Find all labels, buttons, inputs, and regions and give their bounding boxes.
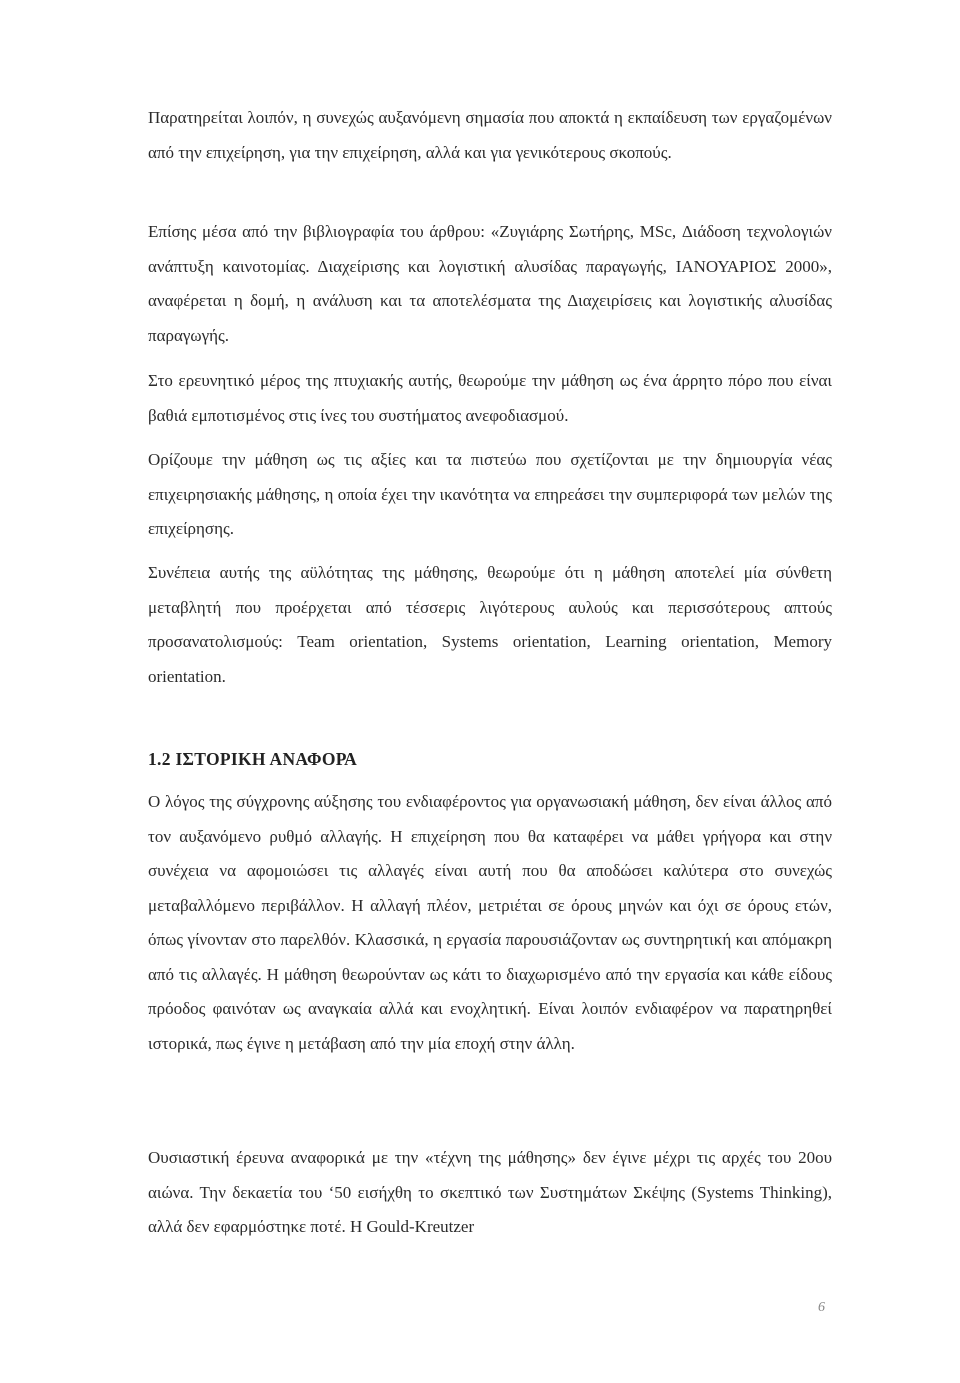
paragraph-bibliography: Επίσης μέσα από την βιβλιογραφία του άρθρου: «Ζυγιάρης Σωτήρης, MSc, Διάδοση τεχνολογιών ανάπτυξη καινοτομίας. Διαχείρισης και λογιστική αλυσίδας παραγωγής, ΙΑΝΟΥΑΡΙΟΣ 2000», αναφέρεται η δομή, η ανάλυση και τα αποτελέσματα της Διαχειρίσεις και λογιστικής αλυσίδας παραγωγής. (148, 222, 832, 345)
paragraph-learning-orientations: Συνέπεια αυτής της αϋλότητας της μάθησης, θεωρούμε ότι η μάθηση αποτελεί μία σύνθετη μεταβλητή που προέρχεται από τέσσερις λιγότερους αυλούς και περισσότερους απτούς προσανατολισμούς: Team orientation, Systems orientation, Learning orientation, Memory orientation. (148, 563, 832, 686)
paragraph-history-intro: Ο λόγος της σύγχρονης αύξησης του ενδιαφέροντος για οργανωσιακή μάθηση, δεν είναι άλλος από τον αυξανόμενο ρυθμό αλλαγής. Η επιχείρηση που θα καταφέρει να μάθει γρήγορα και στην συνέχεια να αφομοιώσει τις αλλαγές είναι αυτή που θα αποδώσει καλύτερα στο συνεχώς μεταβαλλόμενο περιβάλλον. Η αλλαγή πλέον, μετριέται σε όρους μηνών και όχι σε όρους ετών, όπως γίνονταν στο παρελθόν. Κλασσικά, η εργασία παρουσιάζονταν ως συντηρητική και απόμακρη από τις αλλαγές. Η μάθηση θεωρούνταν ως κάτι το διαχωρισμένο από την εργασία και κάθε είδους πρόοδος φαινόταν ως αναγκαία αλλά και ενοχλητική. Είναι λοιπόν ενδιαφέρον να παρατηρηθεί ιστορικά, πως έγινε η μετάβαση από την μία εποχή στην άλλη. (148, 792, 832, 1053)
paragraph-learning-definition: Ορίζουμε την μάθηση ως τις αξίες και τα πιστεύω που σχετίζονται με την δημιουργία νέας επιχειρησιακής μάθησης, η οποία έχει την ικανότητα να επηρεάσει την συμπεριφορά των μελών της επιχείρησης. (148, 450, 832, 538)
paragraph-research-part: Στο ερευνητικό μέρος της πτυχιακής αυτής, θεωρούμε την μάθηση ως ένα άρρητο πόρο που είναι βαθιά εμποτισμένος στις ίνες του συστήματος ανεφοδιασμού. (148, 371, 832, 425)
section-heading: 1.2 ΙΣΤΟΡΙΚΗ ΑΝΑΦΟΡΑ (148, 749, 358, 769)
page-number: 6 (818, 1300, 825, 1315)
paragraph-training-importance: Παρατηρείται λοιπόν, η συνεχώς αυξανόμενη σημασία που αποκτά η εκπαίδευση των εργαζομένων από την επιχείρηση, για την επιχείρηση, αλλά και για γενικότερους σκοπούς. (148, 108, 832, 162)
paragraph-systems-thinking: Ουσιαστική έρευνα αναφορικά με την «τέχνη της μάθησης» δεν έγινε μέχρι τις αρχές του 20ου αιώνα. Την δεκαετία του ‘50 εισήχθη το σκεπτικό των Συστημάτων Σκέψης (Systems Thinking), αλλά δεν εφαρμόστηκε ποτέ. Η Gould-Kreutzer (148, 1148, 832, 1236)
